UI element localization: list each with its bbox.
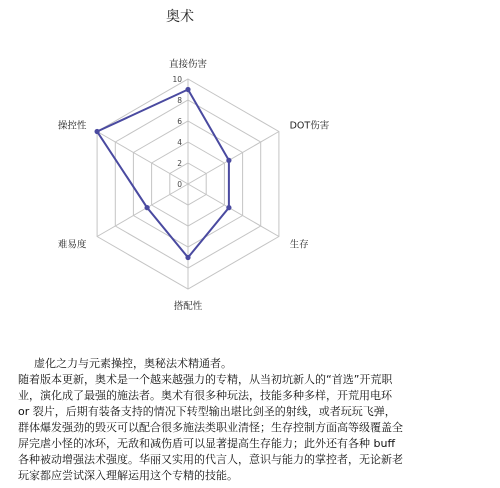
data-point — [95, 129, 100, 134]
grid-spoke — [188, 132, 279, 185]
data-point — [185, 255, 190, 260]
description-line: 虚化之力与元素操控，奥秘法术精通者。 — [34, 357, 232, 370]
tick-label: 10 — [172, 75, 182, 84]
description-line: 业，演化成了最强的施法者。奥术有很多种玩法，技能多种多样，开荒用电环 — [18, 389, 392, 402]
description-line: 各种被动增强法术强度。华丽又实用的代言人，意识与能力的掌控者，无论新老 — [18, 453, 403, 466]
description-line: 玩家都应尝试深入理解运用这个专精的技能。 — [18, 469, 238, 482]
grid-spoke — [97, 132, 188, 185]
axis-label: 操控性 — [57, 120, 87, 132]
grid-spoke — [97, 184, 188, 237]
description-line: 屏完虐小怪的冰环，无敌和减伤盾可以显著提高生存能力；此外还有各种 buff — [18, 437, 396, 450]
axis-label: 生存 — [289, 239, 309, 251]
tick-label: 4 — [177, 138, 182, 147]
axis-label: 直接伤害 — [168, 59, 208, 70]
grid-spoke — [188, 184, 279, 237]
data-point — [226, 205, 231, 210]
chart-title: 奥术 — [166, 9, 194, 25]
tick-label: 8 — [177, 96, 182, 105]
description-line: or 裂片，后期有装备支持的情况下转型输出堪比剑圣的射线，或者玩玩飞弹， — [18, 405, 396, 418]
data-point — [226, 158, 231, 163]
axis-label: DOT伤害 — [289, 120, 330, 132]
axis-label: 搭配性 — [173, 301, 203, 312]
description-line: 群体爆发强劲的毁灭可以配合很多施法类职业清怪；生存控制方面高等级覆盖全 — [18, 421, 403, 434]
data-point — [145, 205, 150, 210]
tick-label: 2 — [177, 159, 182, 168]
tick-label: 6 — [177, 117, 182, 126]
data-point — [185, 87, 190, 92]
tick-label: 0 — [177, 180, 182, 189]
description — [18, 356, 488, 484]
axis-label: 难易度 — [57, 239, 87, 251]
radar-axis-labels — [58, 58, 330, 312]
description-line: 随着版本更新，奥术是一个越来越强力的专精，从当初坑新人的“首选”开荒职 — [18, 373, 393, 386]
